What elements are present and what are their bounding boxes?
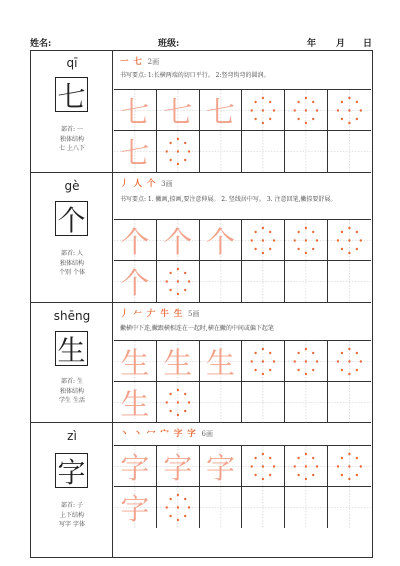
grid-row: [114, 260, 371, 301]
big-char-box: 七: [55, 77, 88, 112]
structure: 独体结构: [59, 387, 84, 395]
practice-cell: [242, 131, 285, 172]
radical-info: [31, 501, 113, 530]
practice-cell: [242, 261, 285, 302]
radical: 部首: 一: [61, 126, 83, 133]
grid-guide-lines: [200, 382, 242, 423]
class-label: 班级:: [158, 39, 180, 49]
grid-row: [114, 486, 371, 527]
big-char-box: 生: [55, 331, 88, 366]
practice-cell: [328, 131, 371, 172]
pinyin: gè: [64, 179, 80, 193]
grid-guide-lines: [328, 382, 371, 423]
trace-char: 个: [120, 266, 150, 300]
grid-guide-lines: [200, 487, 242, 528]
practice-cell: [157, 220, 200, 261]
practice-cell: [157, 487, 200, 528]
stroke-order: [120, 307, 200, 319]
radical: 部首: 生: [61, 378, 83, 385]
pinyin: qī: [66, 56, 78, 70]
practice-cell: [242, 90, 285, 131]
grid-guide-lines: [285, 90, 327, 131]
practice-cell: [328, 382, 371, 423]
example-words: 个别 个体: [59, 269, 85, 276]
practice-cell: [157, 90, 200, 131]
stroke-order: [120, 427, 213, 439]
grid-guide-lines: [328, 446, 371, 487]
grid-guide-lines: [285, 446, 327, 487]
grid-guide-lines: [285, 131, 327, 172]
practice-cell: [114, 220, 157, 261]
grid-guide-lines: [242, 341, 284, 382]
practice-cell: [114, 487, 157, 528]
practice-cell: [242, 220, 285, 261]
grid-guide-lines: [328, 90, 371, 131]
practice-cell: [285, 220, 328, 261]
grid-guide-lines: [242, 261, 284, 302]
char-info-panel: [31, 303, 113, 422]
grid-guide-lines: [242, 131, 284, 172]
stroke-sequence: 丿 人 个: [120, 179, 157, 189]
practice-cell: [285, 90, 328, 131]
grid-guide-lines: [242, 446, 284, 487]
practice-cell: [328, 487, 371, 528]
practice-cell: [114, 341, 157, 382]
example-words: 写字 字体: [59, 521, 85, 528]
practice-panel: [114, 51, 371, 172]
practice-cell: [285, 341, 328, 382]
practice-panel: [114, 173, 371, 302]
writing-note: 撇横中下连,撇跟横相连在一起时,横在撇的中间或偏下起笔: [120, 325, 274, 332]
practice-cell: [200, 341, 243, 382]
stroke-sequence: 丶 丶 冖 宀 字 字: [120, 429, 197, 439]
grid-row: [114, 340, 371, 381]
trace-char: 七: [205, 95, 235, 129]
stroke-count: 2画: [147, 58, 160, 66]
grid-row: [114, 89, 371, 130]
pinyin: zì: [67, 429, 77, 443]
pinyin: shēng: [53, 309, 91, 323]
trace-char: 生: [120, 346, 150, 380]
radical-info: [31, 249, 113, 278]
grid-guide-lines: [242, 382, 284, 423]
practice-sheet: [30, 50, 373, 558]
grid-row: [114, 445, 371, 486]
grid-guide-lines: [328, 220, 371, 261]
grid-guide-lines: [242, 487, 284, 528]
grid-guide-lines: [328, 487, 371, 528]
practice-cell: [157, 446, 200, 487]
char-info-panel: [31, 51, 113, 172]
char-info-panel: [31, 423, 113, 557]
stroke-sequence: 一 七: [120, 57, 143, 67]
stroke-count: 6画: [201, 430, 213, 438]
grid-guide-lines: [285, 487, 327, 528]
practice-cell: [200, 487, 243, 528]
grid-guide-lines: [157, 382, 199, 423]
practice-panel: [114, 303, 371, 422]
grid-guide-lines: [285, 261, 327, 302]
trace-char: 个: [163, 225, 193, 259]
grid-guide-lines: [285, 382, 327, 423]
day-label: 日: [363, 39, 373, 49]
practice-cell: [328, 90, 371, 131]
structure: 独体结构: [59, 135, 84, 143]
practice-cell: [242, 341, 285, 382]
practice-cell: [285, 131, 328, 172]
structure: 独体结构: [59, 259, 84, 267]
stroke-count: 5画: [188, 310, 200, 318]
grid-guide-lines: [242, 220, 284, 261]
trace-char: 生: [205, 346, 235, 380]
char-block-qi: [31, 51, 371, 173]
practice-cell: [328, 261, 371, 302]
trace-char: 七: [120, 95, 150, 129]
radical: 部首: 子: [61, 502, 83, 509]
trace-char: 个: [120, 225, 150, 259]
trace-char: 七: [120, 136, 150, 170]
structure: 上下结构: [59, 511, 84, 519]
practice-cell: [114, 261, 157, 302]
grid-row: [114, 381, 371, 422]
practice-cell: [157, 341, 200, 382]
practice-cell: [242, 382, 285, 423]
practice-cell: [200, 382, 243, 423]
trace-char: 字: [163, 451, 193, 485]
radical: 部首: 人: [61, 250, 83, 257]
practice-cell: [328, 341, 371, 382]
practice-cell: [114, 131, 157, 172]
page-header: [0, 36, 400, 50]
grid-guide-lines: [328, 131, 371, 172]
trace-char: 生: [120, 387, 150, 421]
example-words: 学生 生活: [59, 397, 85, 404]
char-block-zi: [31, 423, 371, 557]
practice-cell: [242, 487, 285, 528]
practice-cell: [114, 446, 157, 487]
char-block-ge: [31, 173, 371, 303]
char-block-sheng: [31, 303, 371, 423]
stroke-order: [120, 177, 173, 189]
practice-cell: [200, 131, 243, 172]
example-words: 七 上八下: [59, 145, 85, 152]
grid-guide-lines: [200, 261, 242, 302]
grid-row: [114, 219, 371, 260]
practice-cell: [114, 90, 157, 131]
big-char-box: 字: [55, 453, 88, 488]
practice-cell: [285, 382, 328, 423]
grid-guide-lines: [157, 487, 199, 528]
practice-cell: [157, 382, 200, 423]
writing-note: 书写要点: 1. 撇画,捺画,要注意伸展。 2. 竖线居中写。 3. 注意回笔,撇捺要舒展。: [120, 196, 337, 203]
radical-info: [31, 125, 113, 154]
grid-guide-lines: [242, 90, 284, 131]
grid-guide-lines: [328, 261, 371, 302]
practice-cell: [328, 220, 371, 261]
practice-cell: [285, 446, 328, 487]
practice-cell: [242, 446, 285, 487]
practice-cell: [157, 131, 200, 172]
practice-cell: [328, 446, 371, 487]
trace-char: 个: [205, 225, 235, 259]
grid-guide-lines: [328, 341, 371, 382]
grid-guide-lines: [285, 341, 327, 382]
trace-char: 生: [163, 346, 193, 380]
practice-cell: [285, 261, 328, 302]
big-char-box: 个: [55, 201, 88, 236]
radical-info: [31, 377, 113, 406]
practice-cell: [114, 382, 157, 423]
practice-cell: [285, 487, 328, 528]
trace-char: 字: [120, 451, 150, 485]
practice-panel: [114, 423, 371, 557]
grid-guide-lines: [285, 220, 327, 261]
char-info-panel: [31, 173, 113, 302]
practice-cell: [200, 220, 243, 261]
grid-guide-lines: [157, 261, 199, 302]
trace-char: 七: [163, 95, 193, 129]
year-label: 年: [307, 39, 317, 49]
grid-guide-lines: [157, 131, 199, 172]
trace-char: 字: [205, 451, 235, 485]
grid-guide-lines: [200, 131, 242, 172]
stroke-order: [120, 55, 159, 67]
name-label: 姓名:: [30, 39, 52, 49]
stroke-sequence: 丿 𠂉 𠂇 牛 生: [120, 309, 184, 319]
writing-note: 书写要点: 1:长横两端的切口平行。 2:竖弯钩弯的圆润。: [120, 72, 270, 79]
practice-cell: [200, 446, 243, 487]
grid-row: [114, 130, 371, 171]
month-label: 月: [336, 39, 346, 49]
practice-cell: [200, 261, 243, 302]
practice-cell: [157, 261, 200, 302]
stroke-count: 3画: [161, 180, 173, 188]
practice-cell: [200, 90, 243, 131]
trace-char: 字: [120, 492, 150, 526]
